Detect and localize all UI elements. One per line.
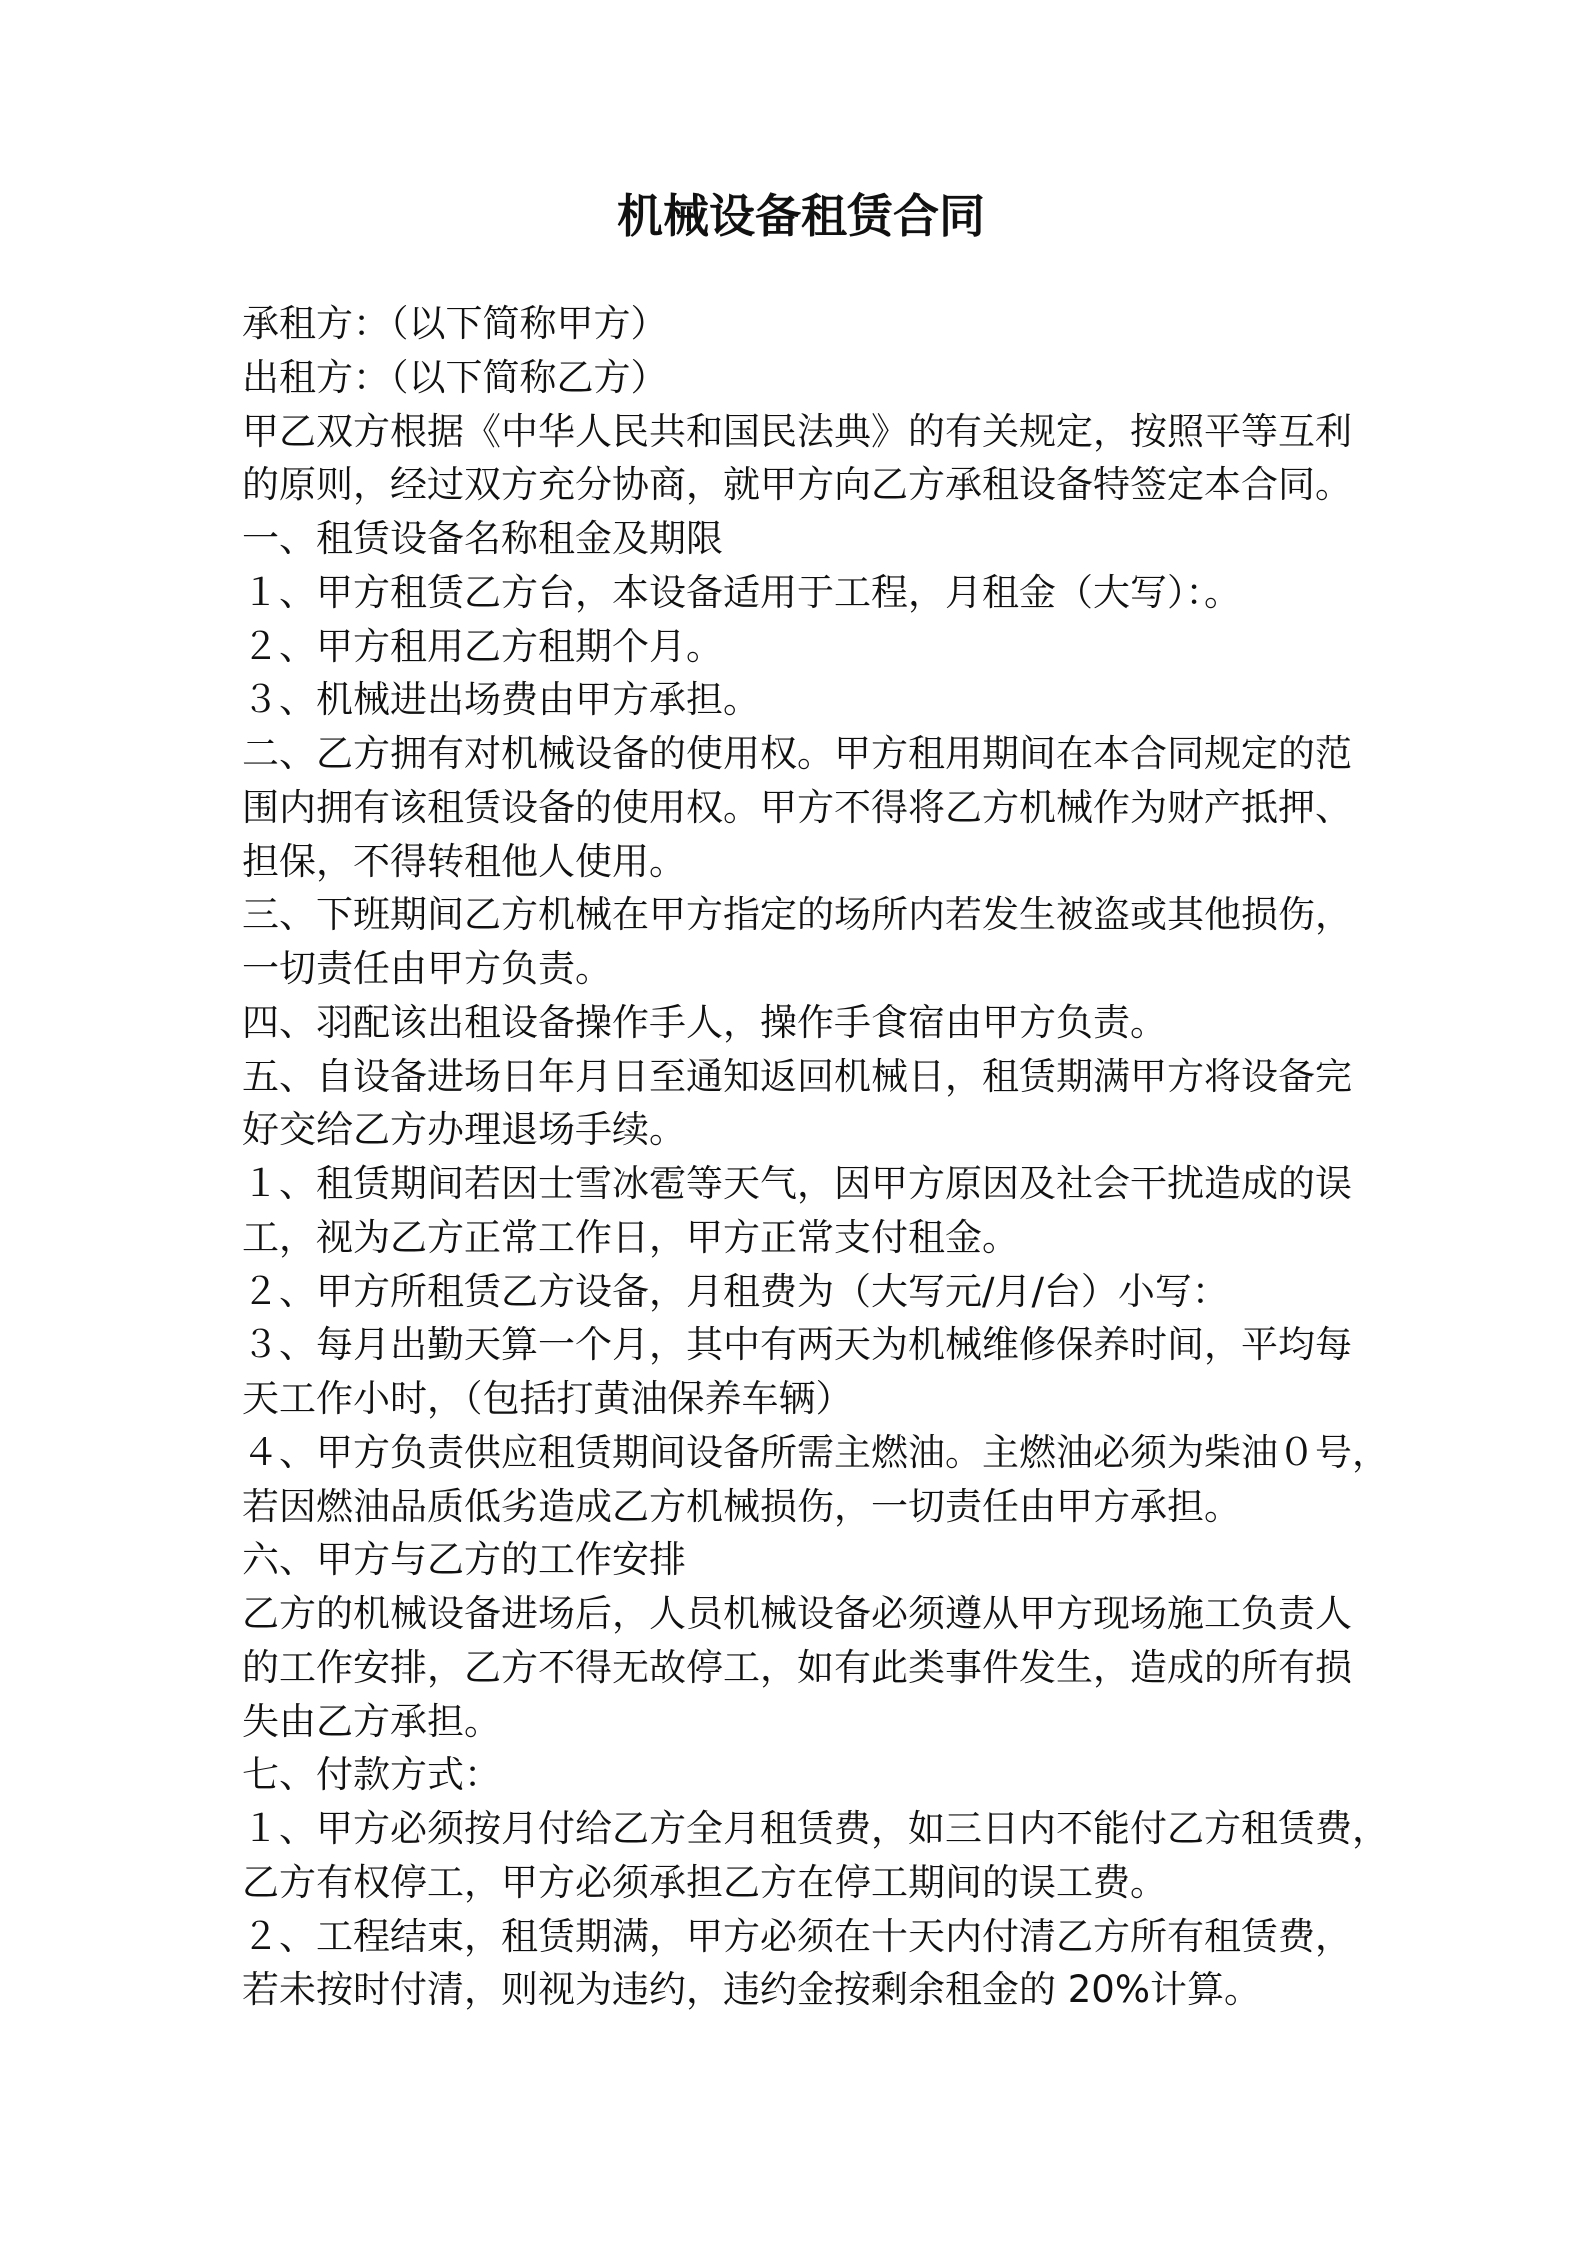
section-paragraph-line: 好交给乙方办理退场手续。 (242, 1108, 686, 1152)
clause-line: １、租赁期间若因士雪冰雹等天气，因甲方原因及社会干扰造成的误 (242, 1162, 1352, 1205)
section-paragraph-line: 失由乙方承担。 (242, 1699, 501, 1743)
preamble-line: 的原则，经过双方充分协商，就甲方向乙方承租设备特签定本合同。 (242, 463, 1352, 507)
section-paragraph-line: 一切责任由甲方负责。 (242, 947, 612, 990)
clause-line: １、甲方租赁乙方台，本设备适用于工程，月租金（大写）：。 (242, 570, 1241, 614)
clause-line: ４、甲方负责供应租赁期间设备所需主燃油。主燃油必须为柴油０号， (242, 1430, 1389, 1474)
clause-line: ３、机械进出场费由甲方承担。 (242, 678, 760, 722)
clause-line: 工，视为乙方正常工作日，甲方正常支付租金。 (242, 1215, 1019, 1259)
clause-line: ２、工程结束，租赁期满，甲方必须在十天内付清乙方所有租赁费， (242, 1914, 1352, 1958)
contract-title: 机械设备租赁合同 (617, 189, 985, 243)
section-heading: 六、甲方与乙方的工作安排 (242, 1538, 686, 1582)
preamble-line: 甲乙双方根据《中华人民共和国民法典》的有关规定，按照平等互利 (242, 409, 1352, 453)
lessor-line: 出租方：（以下简称乙方） (242, 355, 668, 399)
clause-line: ３、每月出勤天算一个月，其中有两天为机械维修保养时间，平均每 (242, 1323, 1352, 1367)
section-paragraph-line: 的工作安排，乙方不得无故停工，如有此类事件发生，造成的所有损 (242, 1645, 1352, 1689)
section-paragraph-line: 围内拥有该租赁设备的使用权。甲方不得将乙方机械作为财产抵押、 (242, 785, 1352, 829)
section-heading: 一、租赁设备名称租金及期限 (242, 517, 723, 560)
clause-line: 天工作小时，（包括打黄油保养车辆） (242, 1377, 853, 1420)
section-heading: 七、付款方式： (242, 1753, 501, 1797)
clause-line: １、甲方必须按月付给乙方全月租赁费，如三日内不能付乙方租赁费， (242, 1807, 1389, 1850)
section-paragraph-line: 乙方的机械设备进场后，人员机械设备必须遵从甲方现场施工负责人 (242, 1592, 1352, 1635)
section-paragraph-line: 担保，不得转租他人使用。 (242, 839, 686, 883)
section-paragraph-line: 四、羽配该出租设备操作手人，操作手食宿由甲方负责。 (242, 1000, 1167, 1044)
clause-line: ２、甲方所租赁乙方设备，月租费为（大写元/月/台）小写： (242, 1269, 1229, 1313)
clause-line: 若因燃油品质低劣造成乙方机械损伤，一切责任由甲方承担。 (242, 1484, 1241, 1528)
section-paragraph-line: 三、下班期间乙方机械在甲方指定的场所内若发生被盗或其他损伤， (242, 893, 1352, 937)
contract-body (242, 297, 1442, 2017)
section-paragraph-line: 五、自设备进场日年月日至通知返回机械日，租赁期满甲方将设备完 (242, 1054, 1352, 1098)
lessee-line: 承租方：（以下简称甲方） (242, 302, 668, 345)
section-paragraph-line: 二、乙方拥有对机械设备的使用权。甲方租用期间在本合同规定的范 (242, 732, 1352, 775)
clause-line: ２、甲方租用乙方租期个月。 (242, 624, 723, 668)
clause-line: 乙方有权停工，甲方必须承担乙方在停工期间的误工费。 (242, 1860, 1167, 1904)
clause-line: 若未按时付清，则视为违约，违约金按剩余租金的 20%计算。 (242, 1968, 1261, 2012)
